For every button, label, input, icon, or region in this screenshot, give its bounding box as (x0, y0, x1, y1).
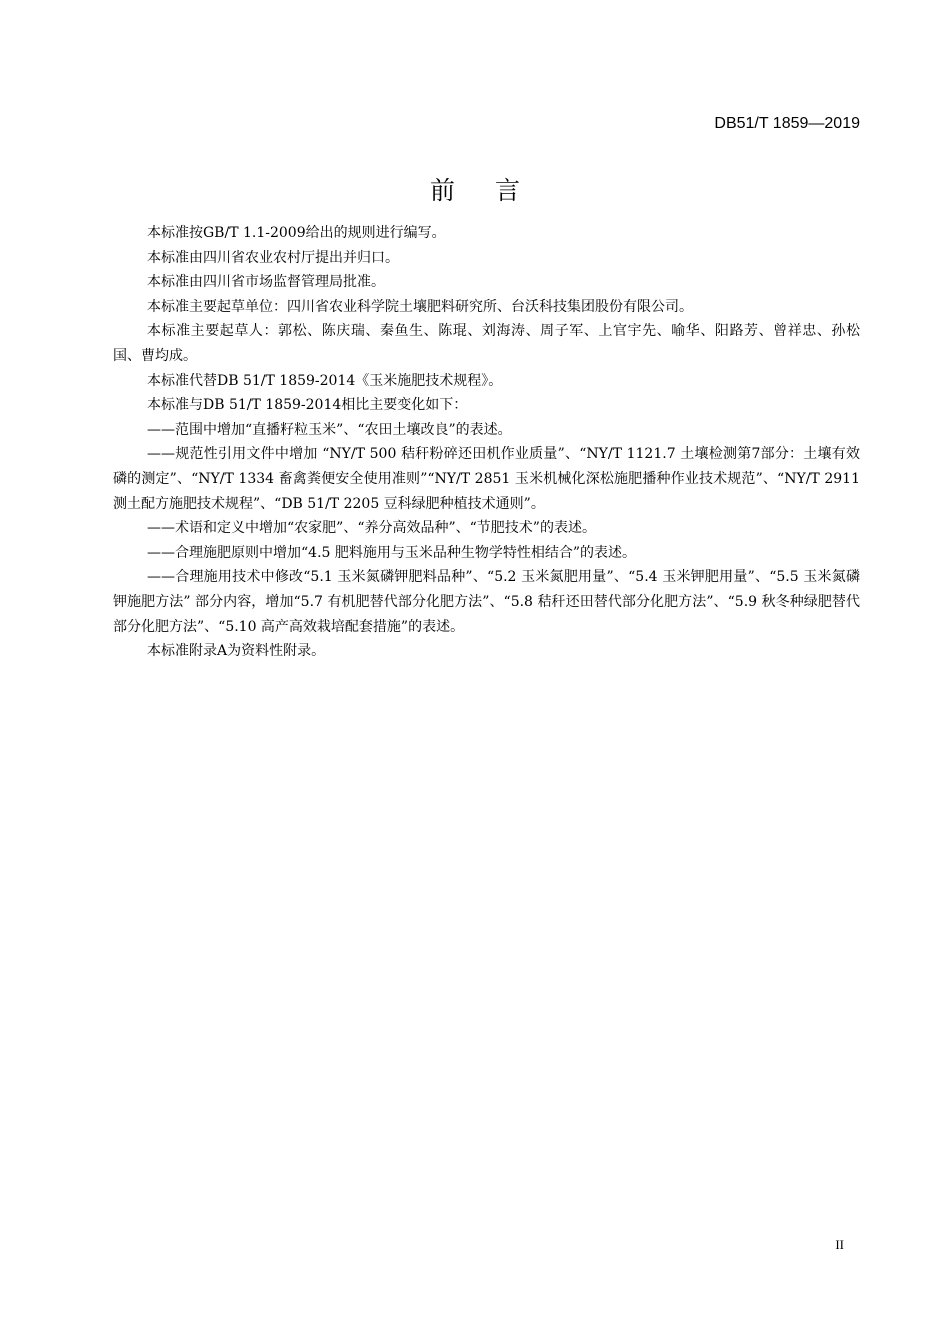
paragraph-compilation-rule: 本标准按GB/T 1.1-2009给出的规则进行编写。 (147, 225, 446, 241)
paragraph-drafters: 本标准主要起草人：郭松、陈庆瑞、秦鱼生、陈琨、刘海涛、周子军、上官宇先、喻华、阳路芳、曾祥忠、孙松国、曹均成。 (113, 323, 860, 364)
paragraph-change-principles: ——合理施肥原则中增加“4.5 肥料施用与玉米品种生物学特性相结合”的表述。 (147, 544, 637, 561)
paragraph-change-terms: ——术语和定义中增加“农家肥”、“养分高效品种”、“节肥技术”的表述。 (147, 520, 596, 537)
paragraph-change-scope: ——范围中增加“直播籽粒玉米”、“农田土壤改良”的表述。 (147, 421, 512, 438)
paragraph-proposer: 本标准由四川省农业农村厅提出并归口。 (147, 249, 399, 266)
paragraph-drafting-units: 本标准主要起草单位：四川省农业科学院土壤肥料研究所、台沃科技集团股份有限公司。 (147, 298, 693, 315)
paragraph-change-references: ——规范性引用文件中增加 “NY/T 500 秸秆粉碎还田机作业质量”、“NY/T 1121.7 土壤检测第7部分：土壤有效磷的测定”、“NY/T 1334 畜禽粪便安全使用准则”“NY/T 2851 玉米机械化深松施肥播种作业技术规范”、“NY/T 2911 测土配方施肥技术规程”、“DB 51/T 2205 豆科绿肥种植技术通则”。 (113, 446, 860, 512)
paragraph-replaces: 本标准代替DB 51/T 1859-2014《玉米施肥技术规程》。 (147, 372, 503, 389)
paragraph-change-techniques: ——合理施用技术中修改“5.1 玉米氮磷钾肥料品种”、“5.2 玉米氮肥用量”、“5.4 玉米钾肥用量”、“5.5 玉米氮磷钾施肥方法” 部分内容，增加“5.7 有机肥替代部分化肥方法”、“5.8 秸秆还田替代部分化肥方法”、“5.9 秋冬种绿肥替代部分化肥方法”、“5.10 高产高效栽培配套措施”的表述。 (113, 569, 860, 635)
page-title: 前言 (429, 176, 560, 205)
paragraph-changes-intro: 本标准与DB 51/T 1859-2014相比主要变化如下： (147, 397, 468, 414)
paragraph-appendix: 本标准附录A为资料性附录。 (147, 643, 326, 660)
document-code: DB51/T 1859—2019 (714, 115, 860, 132)
foreword-body (113, 221, 860, 664)
paragraph-approver: 本标准由四川省市场监督管理局批准。 (147, 274, 385, 291)
page-number: II (835, 1237, 844, 1252)
